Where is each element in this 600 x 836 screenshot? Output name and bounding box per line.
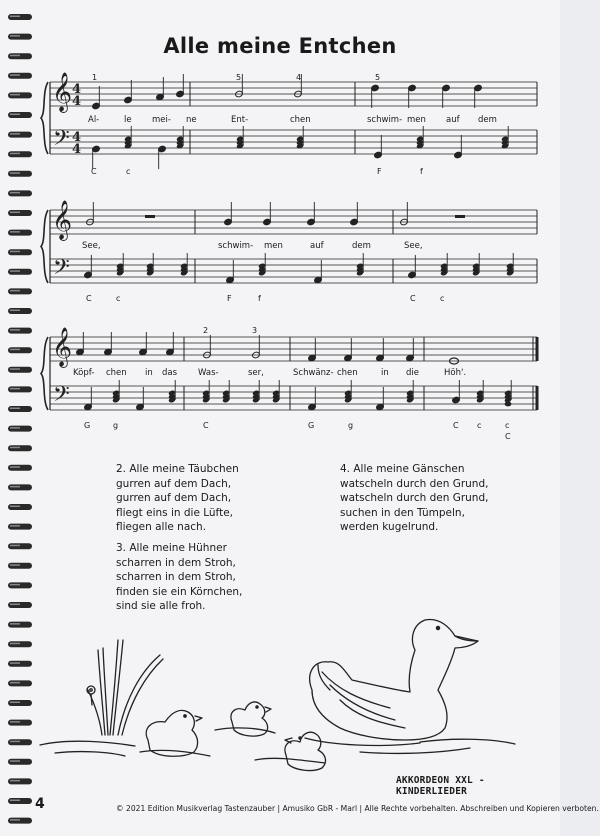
binding-coil-highlight (10, 780, 20, 782)
lyric: Köpf- (73, 368, 95, 378)
chord-symbol: C (505, 432, 511, 441)
lyric: dem (478, 115, 497, 125)
binding-coil-highlight (10, 741, 20, 743)
binding-coil-highlight (10, 192, 20, 194)
binding-coil-highlight (10, 486, 20, 488)
binding-coil-highlight (10, 231, 20, 233)
verse-line: watscheln durch den Grund, (340, 477, 489, 490)
treble-clef: 𝄞 (52, 327, 73, 367)
time-signature: 4 (72, 94, 82, 109)
binding-coil-highlight (10, 408, 20, 410)
binding-coil-highlight (10, 760, 20, 762)
binding-coil-highlight (10, 447, 20, 449)
chord-symbol: c (477, 421, 482, 430)
binding-coil-highlight (10, 153, 20, 155)
bass-clef: 𝄢 (53, 382, 70, 412)
verse-line: gurren auf dem Dach, (116, 477, 232, 490)
binding-coil-highlight (10, 427, 20, 429)
verse-number: 2. (116, 463, 127, 475)
chord-symbol: f (258, 294, 261, 303)
page-number: 4 (35, 796, 45, 812)
lyric: men (407, 115, 426, 125)
lyric: schwim- (218, 241, 254, 251)
fingering: 3 (252, 326, 258, 335)
chord-symbol: c (116, 294, 121, 303)
binding-coil-highlight (10, 368, 20, 370)
chord-symbol: C (91, 167, 97, 176)
fingering: 5 (236, 73, 242, 82)
lyric: chen (337, 368, 358, 378)
fingering: 2 (203, 326, 209, 335)
binding-coil-highlight (10, 643, 20, 645)
lyric: Al- (88, 115, 100, 125)
verse-4 (340, 462, 488, 535)
binding-coil-highlight (10, 349, 20, 351)
rest (145, 215, 155, 218)
bass-clef: 𝄢 (53, 255, 70, 285)
chord-symbol: F (227, 294, 232, 303)
book-series-label: AKKORDEON XXL - KINDERLIEDER (396, 775, 485, 797)
fingering: 5 (375, 73, 381, 82)
verse-line: gurren auf dem Dach, (116, 492, 232, 504)
verse-number: 4. (340, 463, 351, 475)
rest (455, 215, 465, 218)
binding-coil-highlight (10, 94, 20, 96)
chord-symbol: F (377, 167, 382, 176)
binding-coil-highlight (10, 310, 20, 312)
lyric: das (162, 368, 178, 378)
chord-symbol: g (113, 421, 119, 430)
lyric: Schwänz- (293, 368, 334, 378)
verse-line: Alle meine Hühner (129, 542, 227, 554)
binding-coil-highlight (10, 545, 20, 547)
binding-coil-highlight (10, 721, 20, 723)
fingering: 1 (92, 73, 98, 82)
lyric: le (124, 115, 132, 125)
lyric: Höh'. (444, 368, 467, 378)
lyric: schwim- (367, 115, 403, 125)
lyric: auf (310, 241, 324, 251)
binding-coil-highlight (10, 290, 20, 292)
verse-line: watscheln durch den Grund, (340, 492, 489, 504)
binding-coil-highlight (10, 74, 20, 76)
verse-line: scharren in dem Stroh, (116, 556, 236, 569)
binding-coil-highlight (10, 329, 20, 331)
treble-clef: 𝄞 (52, 200, 73, 240)
binding-coil-highlight (10, 819, 20, 821)
chord-symbol: C (86, 294, 92, 303)
binding-coil-highlight (10, 466, 20, 468)
binding-coil-highlight (10, 604, 20, 606)
chord-symbol: G (308, 421, 315, 430)
binding-coil-highlight (10, 506, 20, 508)
copyright-notice: © 2021 Edition Musikverlag Tastenzauber | Amusiko GbR - Marl | Alle Rechte vorbehalten. Abschreiben und Kopieren verboten. (116, 804, 599, 813)
binding-coil-highlight (10, 270, 20, 272)
lyric: dem (352, 241, 371, 251)
lyric: chen (290, 115, 311, 125)
spiral-binding (0, 0, 40, 836)
binding-coil-highlight (10, 172, 20, 174)
binding-coil-highlight (10, 114, 20, 116)
lyric: Was- (198, 368, 219, 378)
binding-coil-highlight (10, 525, 20, 527)
note-head (505, 402, 512, 407)
binding-coil-highlight (10, 35, 20, 37)
lyric: See, (404, 241, 423, 251)
binding-coil-highlight (10, 133, 20, 135)
treble-clef: 𝄞 (52, 72, 73, 112)
binding-coil-highlight (10, 702, 20, 704)
verse-line: Alle meine Gänschen (353, 463, 465, 475)
lyric: mei- (152, 115, 171, 125)
verse-line: fliegt eins in die Lüfte, (116, 506, 233, 519)
binding-coil-highlight (10, 388, 20, 390)
binding-coil-highlight (10, 682, 20, 684)
brace (41, 210, 48, 283)
binding-coil-highlight (10, 623, 20, 625)
lyric: in (381, 368, 389, 378)
verse-line: werden kugelrund. (340, 521, 439, 533)
verse-line: finden sie ein Körnchen, (116, 585, 243, 598)
verse-2 (116, 462, 239, 535)
lyric: men (264, 241, 283, 251)
lyric: in (145, 368, 153, 378)
lyric: See, (82, 241, 101, 251)
chord-symbol: c (440, 294, 445, 303)
verse-3 (116, 541, 242, 614)
bass-clef: 𝄢 (53, 126, 70, 156)
verse-line: scharren in dem Stroh, (116, 571, 236, 583)
chord-symbol: G (84, 421, 91, 430)
lyric: auf (446, 115, 460, 125)
time-signature: 4 (72, 130, 82, 145)
verse-line: suchen in den Tümpeln, (340, 506, 465, 519)
verse-line: Alle meine Täubchen (129, 463, 239, 475)
binding-coil-highlight (10, 662, 20, 664)
time-signature: 4 (72, 142, 82, 157)
chord-symbol: C (203, 421, 209, 430)
binding-coil-highlight (10, 800, 20, 802)
time-signature: 4 (72, 82, 82, 97)
verse-line: fliegen alle nach. (116, 521, 207, 533)
chord-symbol: g (348, 421, 354, 430)
lyric: ser, (248, 368, 264, 378)
binding-coil-highlight (10, 564, 20, 566)
fingering: 4 (296, 73, 302, 82)
chord-symbol: c (505, 421, 510, 430)
binding-coil-highlight (10, 212, 20, 214)
binding-coil-highlight (10, 55, 20, 57)
binding-coil-highlight (10, 16, 20, 18)
lyric: ne (186, 115, 197, 125)
lyric: die (406, 368, 419, 378)
verse-number: 3. (116, 542, 127, 554)
lyric: Ent- (231, 115, 249, 125)
brace (41, 337, 48, 410)
chord-symbol: f (420, 167, 423, 176)
chord-symbol: C (453, 421, 459, 430)
chord-symbol: C (410, 294, 416, 303)
chord-symbol: c (126, 167, 131, 176)
binding-coil-highlight (10, 251, 20, 253)
binding-coil-highlight (10, 584, 20, 586)
verse-line: sind sie alle froh. (116, 600, 206, 612)
brace (41, 82, 48, 154)
song-title: Alle meine Entchen (163, 34, 397, 58)
lyric: chen (106, 368, 127, 378)
